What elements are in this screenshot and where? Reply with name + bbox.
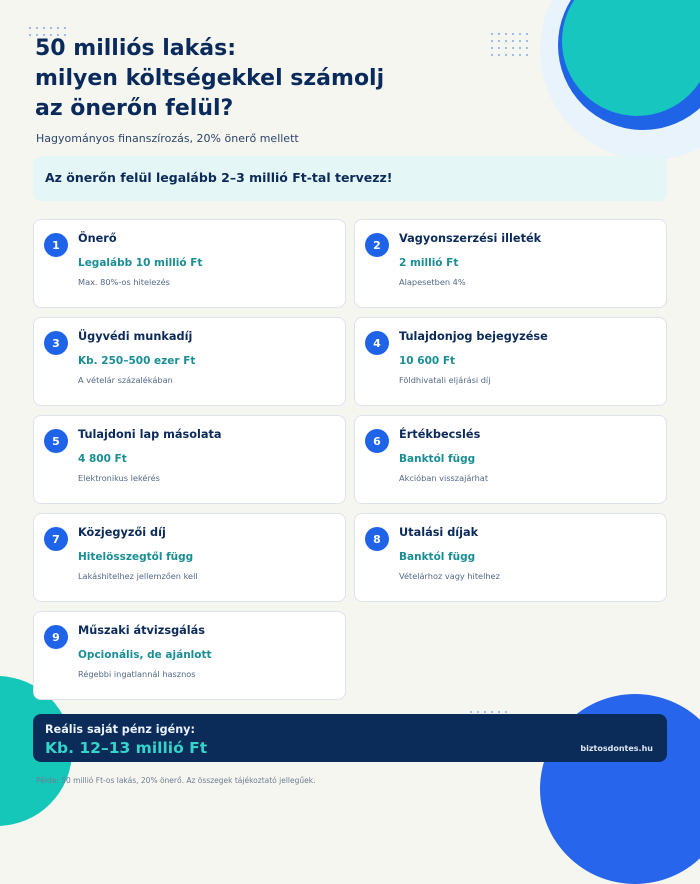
cost-card-transfer-fees [354, 513, 667, 602]
step-number-badge: 8 [365, 527, 389, 551]
card-title: Ügyvédi munkadíj [78, 330, 193, 343]
card-title: Tulajdonjog bejegyzése [399, 330, 548, 343]
cost-card-property-tax [354, 219, 667, 308]
card-value: 4 800 Ft [78, 453, 127, 465]
cost-cards-grid [33, 219, 667, 700]
card-title: Műszaki átvizsgálás [78, 624, 206, 637]
subtitle: Hagyományos finanszírozás, 20% önerő mellett [36, 132, 299, 145]
decorative-dot-grid-top-right [491, 33, 528, 56]
site-name: biztosdontes.hu [580, 744, 653, 753]
card-title: Vagyonszerzési illeték [399, 232, 542, 245]
cost-card-ownership-registration [354, 317, 667, 406]
page-title [35, 34, 445, 124]
step-number-badge: 3 [44, 331, 68, 355]
card-note: A vételár százalékában [78, 375, 173, 385]
cost-card-notary-fee [33, 513, 346, 602]
card-note: Alapesetben 4% [399, 277, 466, 287]
step-number-badge: 1 [44, 233, 68, 257]
card-title: Közjegyzői díj [78, 526, 166, 539]
card-title: Utalási díjak [399, 526, 479, 539]
card-value: Legalább 10 millió Ft [78, 257, 203, 269]
card-value: Kb. 250–500 ezer Ft [78, 355, 196, 367]
card-note: Max. 80%-os hitelezés [78, 277, 170, 287]
decorative-dot-grid-bottom [470, 711, 507, 713]
card-value: Opcionális, de ajánlott [78, 649, 212, 661]
step-number-badge: 4 [365, 331, 389, 355]
card-title: Önerő [78, 232, 117, 245]
title-line-2: milyen költségekkel számolj [35, 66, 385, 91]
cost-card-lawyer-fee [33, 317, 346, 406]
card-value: 2 millió Ft [399, 257, 459, 269]
card-title: Tulajdoni lap másolata [78, 428, 222, 441]
footnote: Példa: 50 millió Ft-os lakás, 20% önerő. Az összegek tájékoztató jellegűek. [36, 776, 316, 785]
cost-card-technical-inspection [33, 611, 346, 700]
step-number-badge: 7 [44, 527, 68, 551]
summary-banner [33, 714, 667, 762]
card-note: Régebbi ingatlannál hasznos [78, 669, 196, 679]
cost-card-land-registry-copy [33, 415, 346, 504]
card-value: 10 600 Ft [399, 355, 456, 367]
step-number-badge: 5 [44, 429, 68, 453]
step-number-badge: 9 [44, 625, 68, 649]
highlight-banner: Az önerőn felül legalább 2–3 millió Ft-tal tervezz! [33, 156, 667, 201]
card-title: Értékbecslés [399, 428, 481, 441]
card-value: Hitelösszegtől függ [78, 551, 194, 563]
cost-card-valuation [354, 415, 667, 504]
summary-value: Kb. 12–13 millió Ft [45, 739, 208, 757]
title-line-1: 50 milliós lakás: [35, 36, 236, 61]
title-line-3: az önerőn felül? [35, 96, 234, 121]
cost-card-own-funds [33, 219, 346, 308]
step-number-badge: 6 [365, 429, 389, 453]
card-note: Akcióban visszajárhat [399, 473, 489, 483]
card-note: Lakáshitelhez jellemzően kell [78, 571, 198, 581]
summary-label: Reális saját pénz igény: [45, 723, 195, 736]
card-note: Elektronikus lekérés [78, 473, 160, 483]
card-value: Banktól függ [399, 453, 476, 465]
card-note: Vételárhoz vagy hitelhez [399, 571, 500, 581]
card-note: Földhivatali eljárási díj [399, 375, 491, 385]
card-value: Banktól függ [399, 551, 476, 563]
step-number-badge: 2 [365, 233, 389, 257]
